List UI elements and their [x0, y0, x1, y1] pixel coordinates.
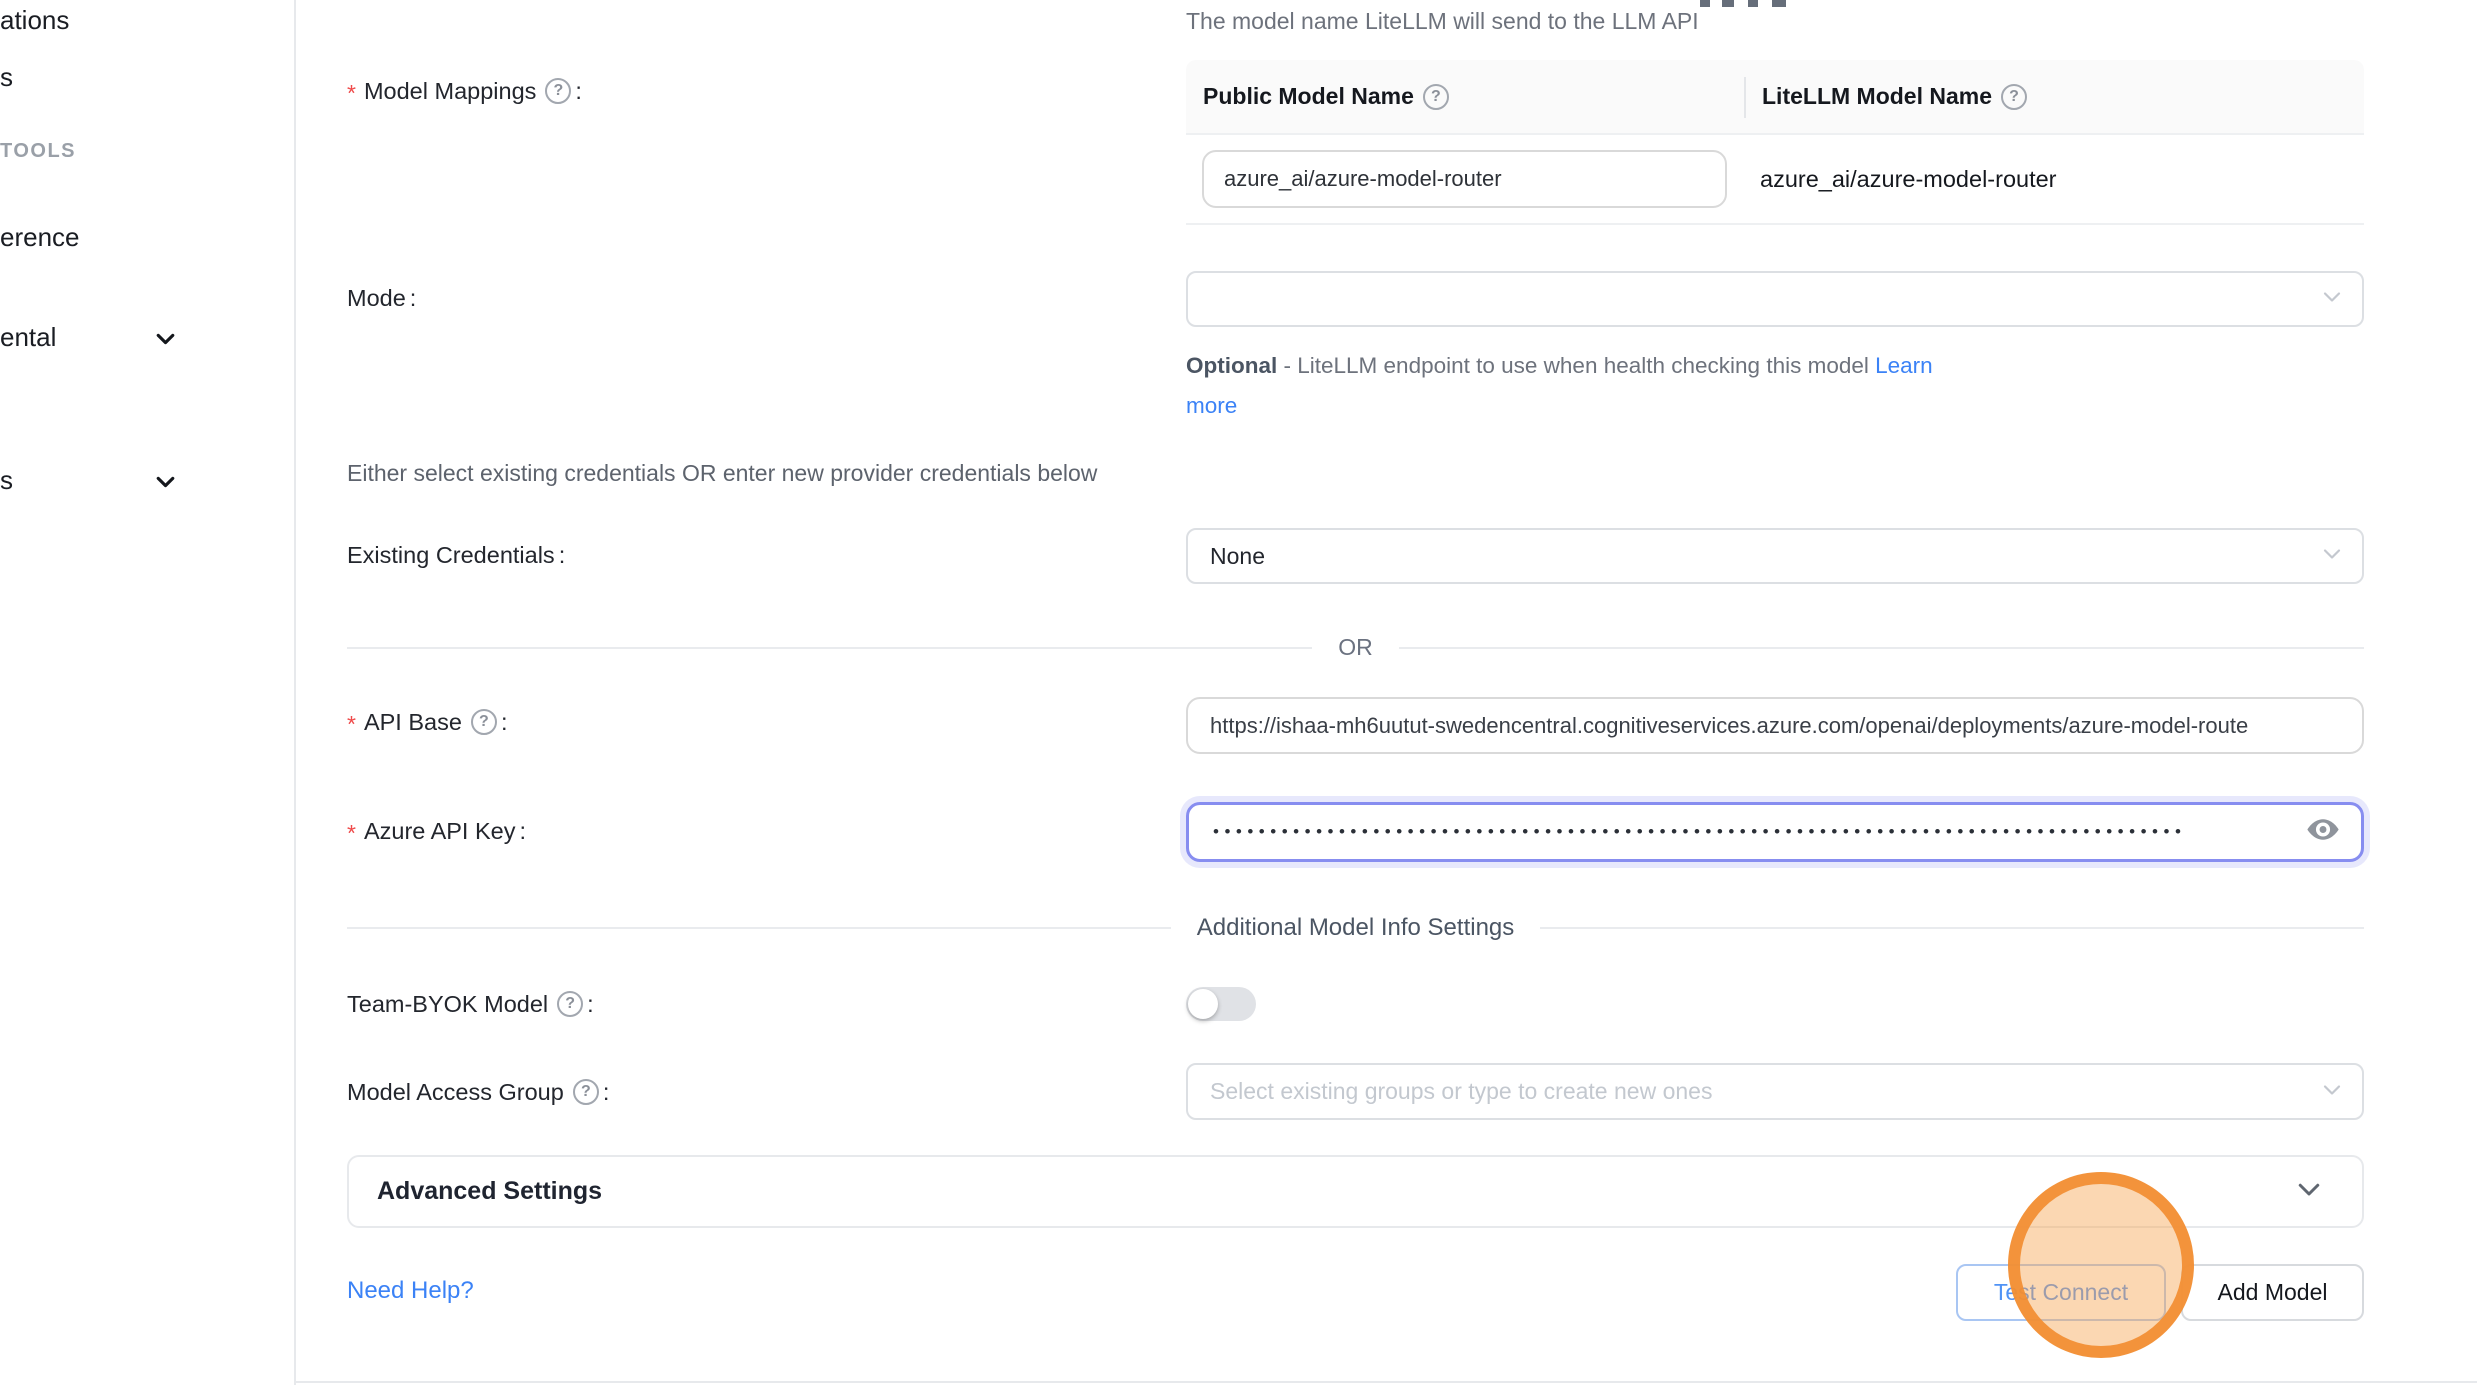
- add-model-form: [296, 0, 2477, 1385]
- required-marker: *: [347, 711, 356, 737]
- team-byok-toggle[interactable]: [1186, 987, 1256, 1021]
- sidebar-item-truncated-ental[interactable]: ental: [0, 322, 57, 352]
- toggle-knob: [1188, 989, 1218, 1019]
- required-marker: *: [347, 820, 356, 846]
- mode-select[interactable]: [1186, 271, 2364, 327]
- chevron-down-icon: [2294, 1174, 2324, 1209]
- existing-credentials-select[interactable]: [1186, 528, 2364, 584]
- sidebar-section-tools: TOOLS: [0, 140, 77, 162]
- question-circle-icon[interactable]: ?: [573, 1079, 599, 1105]
- mode-help-text: Optional - LiteLLM endpoint to use when health checking this model Learn more: [1186, 353, 1933, 418]
- api-base-input[interactable]: https://ishaa-mh6uutut-swedencentral.cognitiveservices.azure.com/openai/deployments/azure-model-route: [1186, 697, 2364, 754]
- test-connect-button[interactable]: Test Connect: [1956, 1264, 2166, 1321]
- question-circle-icon[interactable]: ?: [1423, 84, 1449, 110]
- model-access-group-placeholder: Select existing groups or type to create new ones: [1210, 1078, 1713, 1104]
- sidebar-item-truncated-erence[interactable]: erence: [0, 222, 80, 252]
- api-base-label: * API Base ? :: [347, 705, 507, 739]
- existing-credentials-value: None: [1210, 542, 1265, 569]
- existing-credentials-label: Existing Credentials :: [347, 542, 566, 568]
- chevron-down-icon[interactable]: [152, 325, 179, 357]
- question-circle-icon[interactable]: ?: [557, 991, 583, 1017]
- chevron-down-icon: [2320, 285, 2344, 314]
- sidebar-item-truncated-s[interactable]: s: [0, 62, 13, 92]
- chevron-down-icon[interactable]: [152, 468, 179, 500]
- model-name-helper-text: The model name LiteLLM will send to the LLM API: [1186, 8, 1699, 34]
- column-header-litellm-model-name: LiteLLM Model Name ?: [1745, 60, 2364, 133]
- azure-api-key-label: * Azure API Key :: [347, 814, 526, 848]
- column-header-public-model-name: Public Model Name ?: [1186, 60, 1745, 133]
- eye-icon[interactable]: [2305, 812, 2341, 853]
- masked-password-value: •••••••••••••••••••••••••••••••••••••••••••••••••••••••••••••••••••••••••••••••••••••: [1213, 822, 2187, 841]
- sidebar-item-truncated-ations[interactable]: ations: [0, 5, 70, 35]
- clipped-text-above: [1700, 0, 1810, 7]
- table-row: [1186, 135, 2364, 223]
- sidebar: [0, 0, 296, 1385]
- model-mappings-label: * Model Mappings ? :: [347, 74, 582, 108]
- need-help-link[interactable]: Need Help?: [347, 1277, 474, 1304]
- credentials-note: Either select existing credentials OR enter new provider credentials below: [347, 460, 1098, 486]
- chevron-down-icon: [2320, 1077, 2344, 1106]
- model-access-group-select[interactable]: [1186, 1063, 2364, 1120]
- learn-more-link[interactable]: Learn: [1875, 353, 1933, 378]
- additional-info-divider: Additional Model Info Settings: [347, 914, 2364, 942]
- litellm-model-name-value: azure_ai/azure-model-router: [1760, 165, 2057, 192]
- add-model-button[interactable]: Add Model: [2181, 1264, 2364, 1321]
- learn-more-link[interactable]: more: [1186, 393, 1238, 418]
- column-divider: [1744, 77, 1746, 118]
- mode-label: Mode :: [347, 285, 417, 311]
- content-bottom-border: [296, 1381, 2477, 1383]
- required-marker: *: [347, 80, 356, 106]
- azure-api-key-input[interactable]: [1186, 802, 2364, 862]
- public-model-name-input[interactable]: azure_ai/azure-model-router: [1202, 150, 1727, 208]
- question-circle-icon[interactable]: ?: [545, 78, 571, 104]
- advanced-settings-panel[interactable]: [347, 1155, 2364, 1228]
- sidebar-item-truncated-s2[interactable]: s: [0, 465, 13, 495]
- model-mappings-table: [1186, 60, 2364, 225]
- question-circle-icon[interactable]: ?: [2001, 84, 2027, 110]
- advanced-settings-label: Advanced Settings: [377, 1177, 603, 1205]
- chevron-down-icon: [2320, 542, 2344, 571]
- team-byok-label: Team-BYOK Model ? :: [347, 991, 594, 1017]
- table-header-row: [1186, 60, 2364, 135]
- model-access-group-label: Model Access Group ? :: [347, 1079, 610, 1105]
- or-divider: OR: [347, 634, 2364, 661]
- question-circle-icon[interactable]: ?: [471, 709, 497, 735]
